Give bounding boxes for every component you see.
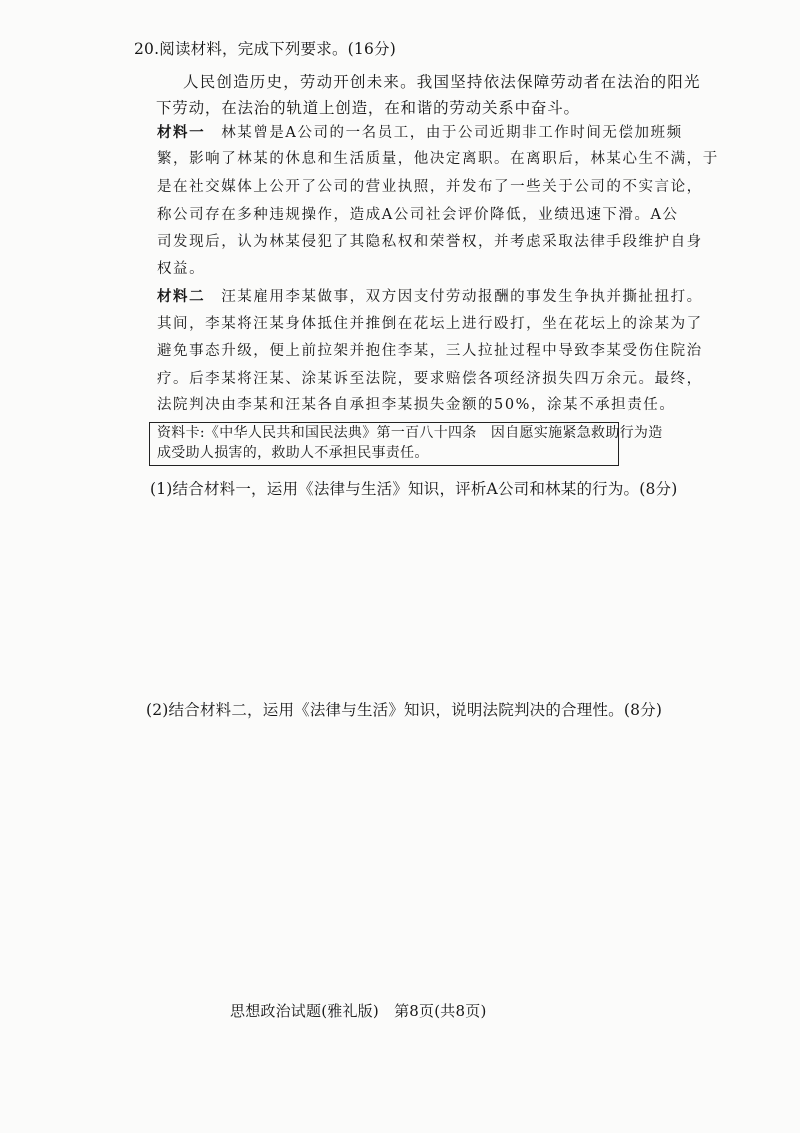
info-card-line-2: 成受助人损害的，救助人不承担民事责任。 bbox=[157, 445, 429, 461]
material2-line-5: 法院判决由李某和汪某各自承担李某损失金额的50%，涂某不承担责任。 bbox=[157, 397, 676, 413]
material1-line-2: 繁，影响了林某的休息和生活质量，他决定离职。在离职后，林某心生不满，于 bbox=[157, 151, 719, 167]
material2-line-3: 避免事态升级，便上前拉架并抱住李某，三人拉扯过程中导致李某受伤住院治 bbox=[157, 343, 703, 359]
material1-line-5: 司发现后，认为林某侵犯了其隐私权和荣誉权，并考虑采取法律手段维护自身 bbox=[157, 234, 703, 250]
question-header: 20.阅读材料，完成下列要求。(16分) bbox=[134, 40, 396, 58]
material1-text-1: 林某曾是A公司的一名员工，由于公司近期非工作时间无偿加班频 bbox=[221, 125, 683, 141]
material1-line-3: 是在社交媒体上公开了公司的营业执照，并发布了一些关于公司的不实言论， bbox=[157, 179, 703, 195]
sub-question-1: (1)结合材料一，运用《法律与生活》知识，评析A公司和林某的行为。(8分) bbox=[150, 480, 678, 498]
material2-line-4: 疗。后李某将汪某、涂某诉至法院，要求赔偿各项经济损失四万余元。最终， bbox=[157, 371, 703, 387]
material1-line-1 bbox=[157, 122, 683, 144]
material2-line-2: 其间，李某将汪某身体抵住并推倒在花坛上进行殴打，坐在花坛上的涂某为了 bbox=[157, 316, 703, 332]
material1-line-4: 称公司存在多种违规操作，造成A公司社会评价降低，业绩迅速下滑。A公 bbox=[157, 207, 679, 223]
intro-line-1: 人民创造历史，劳动开创未来。我国坚持依法保障劳动者在法治的阳光 bbox=[183, 73, 701, 91]
page-footer: 思想政治试题(雅礼版) 第8页(共8页) bbox=[230, 1002, 487, 1020]
sub-question-2: (2)结合材料二，运用《法律与生活》知识，说明法院判决的合理性。(8分) bbox=[146, 701, 663, 719]
material1-label: 材料一 bbox=[157, 124, 206, 141]
material2-label: 材料二 bbox=[157, 288, 206, 305]
material2-text-1: 汪某雇用李某做事，双方因支付劳动报酬的事发生争执并撕扯扭打。 bbox=[221, 289, 703, 305]
info-card-line-1: 资料卡:《中华人民共和国民法典》第一百八十四条 因自愿实施紧急救助行为造 bbox=[157, 425, 663, 441]
intro-line-2: 下劳动，在法治的轨道上创造，在和谐的劳动关系中奋斗。 bbox=[156, 99, 580, 117]
info-card bbox=[149, 422, 663, 466]
material2-line-1 bbox=[157, 286, 703, 308]
material1-line-6: 权益。 bbox=[157, 261, 206, 277]
